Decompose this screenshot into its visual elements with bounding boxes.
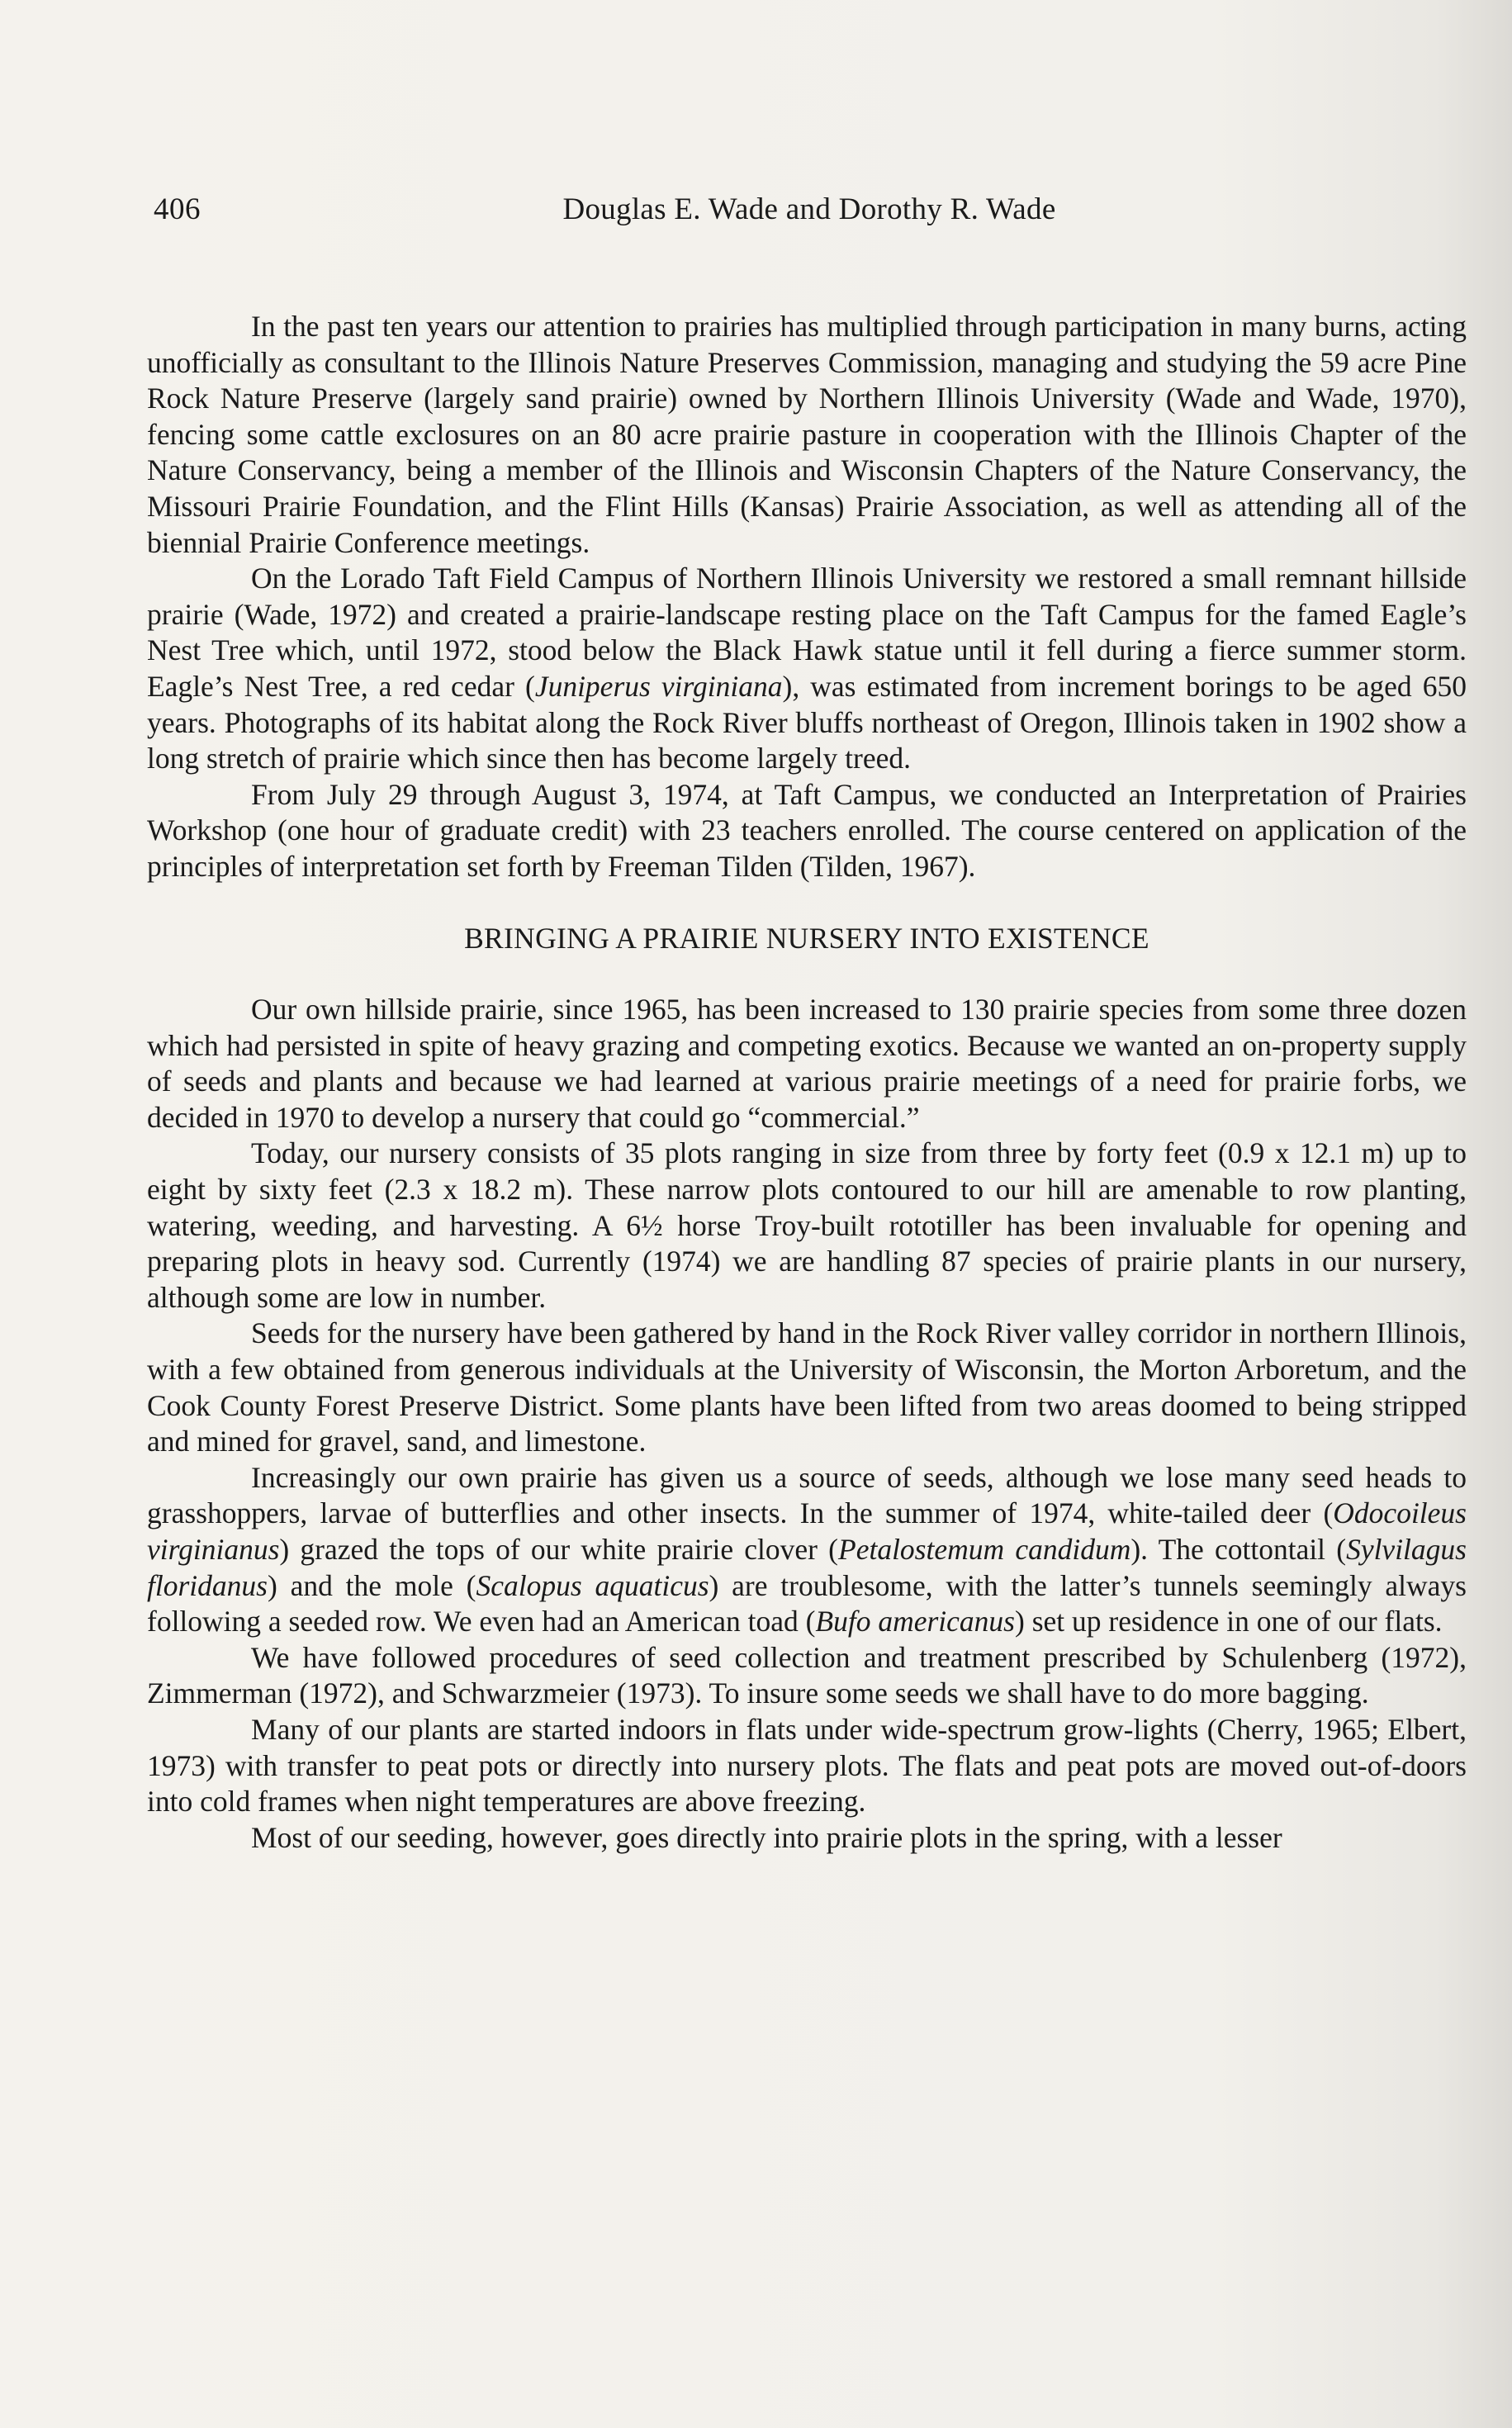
paragraph-text: Most of our seeding, however, goes directly into prairie plots in the spring, with a lesser [251, 1820, 1282, 1854]
nursery-section [147, 992, 1467, 1856]
paragraph-text: On the Lorado Taft Field Campus of Northern Illinois University we restored a small remnant hillside prairie (Wade, 1972) and created a prairie-landscape resting place on the Taft Campus for the famed Eagle’s Nest Tree which, until 1972, stood below the Black Hawk statue until it fell during a fierce summer storm. Eagle’s Nest Tree, a red cedar ( [147, 562, 1467, 703]
paragraph-text: Our own hillside prairie, since 1965, has been increased to 130 prairie species from some three dozen which had persisted in spite of heavy grazing and competing exotics. Because we wanted an on-property supply of seeds and plants and because we had learned at various prairie meetings of a need for prairie forbs, we decided in 1970 to develop a nursery that could go “commercial.” [147, 993, 1467, 1134]
paragraph [147, 1820, 1467, 1857]
species-name: Odocoileus virginianus [147, 1496, 1467, 1566]
paragraph [147, 992, 1467, 1136]
paragraph-text: In the past ten years our attention to prairies has multiplied through participation in many burns, acting unofficially as consultant to the Illinois Nature Preserves Commission, managing and studying the 59 acre Pine Rock Nature Preserve (largely sand prairie) owned by Northern Illinois University (Wade and Wade, 1970), fencing some cattle exclosures on an 80 acre prairie pasture in cooperation with the Illinois Chapter of the Nature Conservancy, being a member of the Illinois and Wisconsin Chapters of the Nature Conservancy, the Missouri Prairie Foundation, and the Flint Hills (Kansas) Prairie Association, as well as attending all of the biennial Prairie Conference meetings. [147, 310, 1467, 559]
paragraph-text: Increasingly our own prairie has given us a source of seeds, although we lose many seed heads to grasshoppers, larvae of butterflies and other insects. In the summer of 1974, white-tailed deer ( [147, 1460, 1467, 1530]
species-name: Petalostemum candidum [838, 1533, 1131, 1566]
paragraph-text: ) set up residence in one of our flats. [1015, 1605, 1443, 1638]
paragraph-text: ), was estimated from increment borings to be aged 650 years. Photographs of its habitat along the Rock River bluffs northeast of Oregon, Illinois taken in 1902 show a long stretch of prairie which since then has become largely treed. [147, 669, 1467, 775]
species-name: Bufo americanus [815, 1605, 1015, 1638]
paragraph [147, 561, 1467, 777]
paragraph [147, 1640, 1467, 1712]
paragraph [147, 777, 1467, 885]
paragraph [147, 1460, 1467, 1640]
paragraph-text: ) and the mole ( [267, 1568, 476, 1602]
species-name: Scalopus aquaticus [476, 1568, 709, 1602]
paragraph-text: ) are troublesome, with the latter’s tunnels seemingly always following a seeded row. We even had an American toad ( [147, 1568, 1467, 1638]
paragraph-text: Today, our nursery consists of 35 plots ranging in size from three by forty feet (0.9 x 12.1 m) up to eight by sixty feet (2.3 x 18.2 m). These narrow plots contoured to our hill are amenable to row planting, watering, weeding, and harvesting. A 6½ horse Troy-built rototiller has been invaluable for opening and preparing plots in heavy sod. Currently (1974) we are handling 87 species of prairie plants in our nursery, although some are low in number. [147, 1136, 1467, 1314]
species-name: Sylvilagus floridanus [147, 1533, 1467, 1602]
page-header [154, 192, 1465, 233]
section-heading: BRINGING A PRAIRIE NURSERY INTO EXISTENCE [464, 921, 1149, 955]
paragraph-text: Seeds for the nursery have been gathered by hand in the Rock River valley corridor in northern Illinois, with a few obtained from generous individuals at the University of Wisconsin, the Morton Arboretum, and the Cook County Forest Preserve District. Some plants have been lifted from two areas doomed to being stripped and mined for gravel, sand, and limestone. [147, 1316, 1467, 1458]
paragraph [147, 309, 1467, 561]
paragraph-text: From July 29 through August 3, 1974, at Taft Campus, we conducted an Interpretation of Prairies Workshop (one hour of graduate credit) with 23 teachers enrolled. The course centered on application of the principles of interpretation set forth by Freeman Tilden (Tilden, 1967). [147, 777, 1467, 883]
page-number: 406 [154, 192, 201, 226]
paragraph-text: Many of our plants are started indoors in flats under wide-spectrum grow-lights (Cherry, 1965; Elbert, 1973) with transfer to peat pots or directly into nursery plots. The flats and peat pots are moved out-of-doors into cold frames when night temperatures are above freezing. [147, 1712, 1467, 1819]
paragraph [147, 1136, 1467, 1316]
paragraph-text: ) grazed the tops of our white prairie clover ( [279, 1533, 839, 1566]
paragraph-text: ). The cottontail ( [1130, 1533, 1347, 1566]
paragraph [147, 1316, 1467, 1459]
intro-section [147, 309, 1467, 885]
paragraph-text: We have followed procedures of seed collection and treatment prescribed by Schulenberg (1972), Zimmerman (1972), and Schwarzmeier (1973). To insure some seeds we shall have to do more bagging. [147, 1640, 1467, 1710]
species-name: Juniperus virginiana [534, 669, 783, 703]
paragraph [147, 1712, 1467, 1820]
article-body [147, 309, 1467, 1856]
running-head: Douglas E. Wade and Dorothy R. Wade [562, 192, 1056, 226]
